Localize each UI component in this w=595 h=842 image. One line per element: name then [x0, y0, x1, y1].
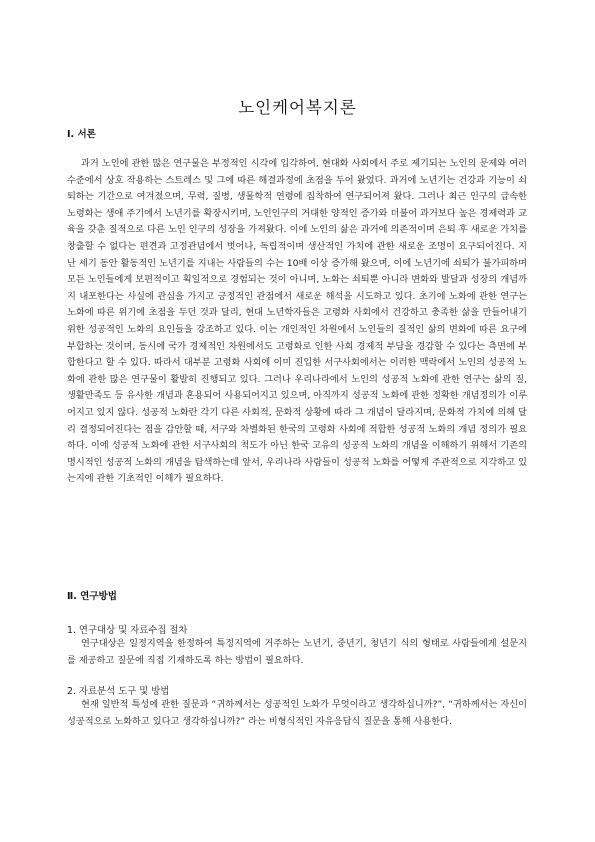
- introduction-paragraph: 과거 노인에 관한 많은 연구물은 부정적인 시각에 입각하여, 현대화 사회에서 주로 제기되는 노인의 문제와 여러 수준에서 상호 작용하는 스트레스 및 그에 따른 해결과정에 초점을 두어 왔었다. 과거에 노년기는 건강과 기능이 쇠퇴하는 기간으로 여겨졌으며, 무력, 질병, 생물학적 연령에 집착하여 연구되어져 왔다. 그러나 최근 인구의 급속한 노령화는 생애 주기에서 노년기를 확장시키며, 노인인구의 거대한 양적인 증가와 더불어 과거보다 높은 경제력과 교육을 갖춘 질적으로 다른 노인 인구의 성장을 가져왔다. 이에 노인의 삶은 과거에 의존적이며 은퇴 후 새로운 가치를 창출할 수 없다는 편견과 고정관념에서 벗어나, 독립적이며 생산적인 가치에 관한 새로운 조명이 요구되어진다. 지난 세기 동안 활동적인 노년기를 지내는 사람들의 수는 10배 이상 증가해 왔으며, 이에 노년기에 쇠퇴가 불가피하며 모든 노인들에게 보편적이고 획일적으로 경험되는 것이 아니며, 노화는 쇠퇴뿐 아니라 변화와 발달과 성장의 개념까지 내포한다는 사실에 관심을 가지고 긍정적인 관점에서 새로운 해석을 시도하고 있다. 초기에 노화에 관한 연구는 노화에 따른 위기에 초점을 두던 것과 달리, 현대 노년학자들은 고령화 사회에서 건강하고 충족한 삶을 만들어내기 위한 성공적인 노화의 요인들을 강조하고 있다. 이는 개인적인 차원에서 노인들의 질적인 삶의 변화에 따른 요구에 부합하는 것이며, 동시에 국가 경제적인 차원에서도 고령화로 인한 사회 경제적 부담을 경감할 수 있다는 측면에 부합한다고 할 수 있다. 따라서 대부분 고령화 사회에 이미 진입한 서구사회에서는 이러한 맥락에서 노인의 성공적 노화에 관한 많은 연구물이 활발히 진행되고 있다. 그러나 우리나라에서 노인의 성공적 노화에 관한 연구는 삶의 질, 생활만족도 등 유사한 개념과 혼용되어 사용되어지고 있으며, 아직까지 성공적 노화에 관한 정확한 개념정의가 이루어지고 있지 않다. 성공적 노화란 각기 다른 사회적, 문화적 상황에 따라 그 개념이 달라지며, 문화적 가치에 의해 달리 결정되어진다는 점을 감안할 때, 서구와 차별화된 한국의 고령화 사회에 적합한 성공적 노화의 개념 정의가 필요하다. 이에 성공적 노화에 관한 서구사회의 척도가 아닌 한국 고유의 성공적 노화의 개념을 이해하기 위해서 기존의 명시적인 성공적 노화의 개념을 탐색하는데 앞서, 우리나라 사람들이 성공적 노화를 어떻게 주관적으로 지각하고 있는지에 관한 기초적인 이해가 필요하다.: [67, 158, 527, 485]
- document-title: 노인케어복지론: [238, 98, 357, 117]
- subsection-title-analysis: 2. 자료분석 도구 및 방법: [67, 686, 170, 697]
- subjects-paragraph: 연구대상은 일정지역을 한정하여 특정지역에 거주하는 노년기, 중년기, 청년기 식의 형태로 사람들에게 설문지를 제공하고 질문에 직접 기재하도록 하는 방법이 필요하다.: [67, 638, 527, 666]
- analysis-paragraph: 현재 일반적 특성에 관한 질문과 “귀하께서는 성공적인 노화가 무엇이라고 생각하십니까?”, “귀하께서는 자신이 성공적으로 노화하고 있다고 생각하십니까?” 라는 비형식적인 자유응답식 질문을 통해 사용한다.: [67, 699, 527, 727]
- section-heading-introduction: Ⅰ. 서론: [67, 129, 96, 140]
- subsection-title-subjects: 1. 연구대상 및 자료수집 절차: [67, 625, 188, 636]
- section-heading-methods: Ⅱ. 연구방법: [67, 591, 117, 602]
